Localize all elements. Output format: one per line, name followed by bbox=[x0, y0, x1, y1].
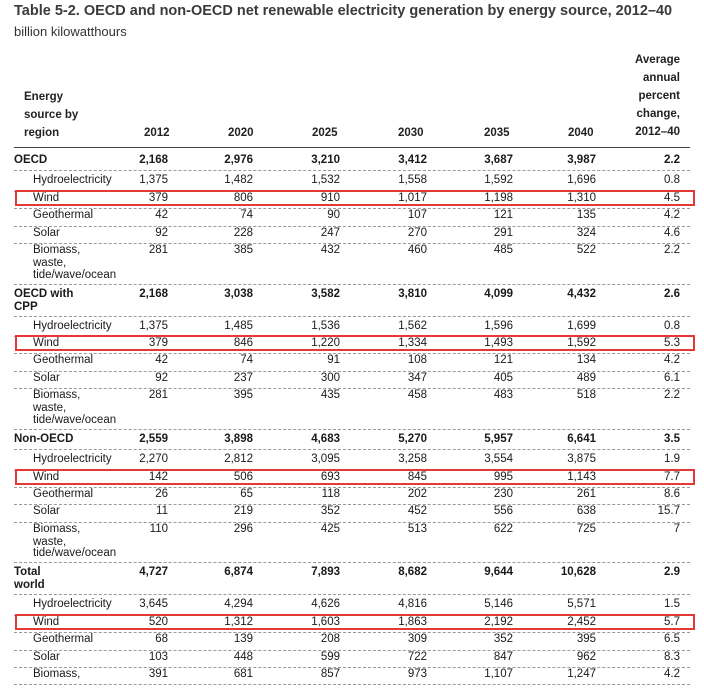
cell-2020: 4,294 bbox=[224, 598, 253, 611]
cell-2030: 722 bbox=[407, 650, 427, 663]
row-label-line: waste, bbox=[33, 535, 67, 548]
cell-2012: 26 bbox=[155, 488, 168, 500]
cell-2030: 3,810 bbox=[398, 287, 427, 300]
cell-2025: 432 bbox=[320, 244, 340, 256]
row-label-line: Geothermal bbox=[33, 488, 94, 500]
cell-avg-change: 2.2 bbox=[664, 389, 680, 402]
wind-row-highlight bbox=[15, 190, 695, 206]
table-row bbox=[14, 226, 690, 243]
cell-2020: 228 bbox=[233, 226, 253, 239]
cell-2030: 8,682 bbox=[398, 566, 427, 579]
cell-2025: 1,536 bbox=[311, 319, 340, 332]
cell-2040: 6,641 bbox=[567, 432, 596, 445]
row-label bbox=[33, 650, 60, 665]
table-row bbox=[14, 632, 690, 649]
cell-avg-change: 1.9 bbox=[664, 453, 680, 466]
col-head-source: Energy source by region bbox=[24, 91, 79, 139]
row-label bbox=[33, 667, 80, 682]
group-row bbox=[14, 432, 690, 449]
cell-2020: 681 bbox=[233, 668, 253, 680]
wind-row-highlight bbox=[15, 335, 695, 351]
col-head-2040: 2040 bbox=[568, 127, 594, 139]
cell-2012: 4,727 bbox=[139, 566, 168, 579]
cell-2025: 3,210 bbox=[311, 154, 340, 166]
cell-2020: 2,812 bbox=[224, 453, 253, 466]
cell-2040: 522 bbox=[576, 244, 596, 256]
cell-2040: 134 bbox=[576, 354, 596, 367]
cell-2030: 347 bbox=[407, 371, 427, 384]
row-label-line: Hydroelectricity bbox=[33, 319, 112, 332]
cell-2030: 5,270 bbox=[398, 432, 427, 445]
row-label-line: Solar bbox=[33, 371, 60, 384]
row-label bbox=[14, 432, 73, 447]
cell-2020: 1,482 bbox=[224, 174, 253, 187]
cell-2012: 391 bbox=[148, 668, 168, 680]
cell-2025: 1,220 bbox=[311, 337, 340, 349]
cell-2012: 3,645 bbox=[139, 598, 168, 611]
cell-2040: 1,247 bbox=[567, 668, 596, 680]
cell-2035: 995 bbox=[493, 470, 513, 483]
table-row bbox=[14, 504, 690, 521]
row-label bbox=[33, 226, 60, 241]
row-label-line: OECD bbox=[14, 154, 48, 166]
cell-2012: 110 bbox=[149, 522, 168, 535]
cell-2025: 599 bbox=[320, 650, 340, 663]
row-label-line: Solar bbox=[33, 505, 60, 518]
table-row bbox=[14, 650, 690, 667]
table-row bbox=[14, 597, 690, 614]
row-label-line: Biomass, bbox=[33, 668, 81, 680]
row-label bbox=[33, 208, 93, 223]
row-label-line: Solar bbox=[33, 226, 60, 239]
cell-2035: 485 bbox=[493, 244, 513, 256]
cell-2025: 208 bbox=[320, 633, 340, 646]
cell-2030: 309 bbox=[407, 633, 427, 646]
cell-2040: 395 bbox=[576, 633, 596, 646]
row-separator bbox=[14, 562, 690, 563]
cell-avg-change: 2.9 bbox=[664, 566, 680, 579]
cell-2035: 1,493 bbox=[484, 337, 513, 349]
row-label-line: tide/wave/ocean bbox=[33, 547, 117, 560]
cell-2012: 11 bbox=[156, 505, 168, 518]
table-row bbox=[14, 522, 690, 563]
cell-2040: 962 bbox=[576, 650, 596, 663]
row-label bbox=[33, 632, 93, 647]
cell-2040: 3,987 bbox=[567, 154, 596, 166]
cell-avg-change: 4.6 bbox=[664, 226, 680, 239]
cell-2040: 1,592 bbox=[567, 337, 596, 349]
table-row bbox=[14, 243, 690, 284]
row-label-line: Non-OECD bbox=[14, 432, 74, 445]
cell-2020: 395 bbox=[233, 389, 253, 402]
header-rule bbox=[14, 147, 690, 148]
cell-2012: 520 bbox=[148, 615, 168, 628]
cell-2035: 3,687 bbox=[484, 154, 513, 166]
cell-2012: 281 bbox=[148, 389, 168, 402]
table-row bbox=[14, 667, 690, 684]
row-label-line: Biomass, bbox=[33, 244, 81, 256]
row-label-line: Biomass, bbox=[33, 389, 81, 402]
cell-2040: 489 bbox=[576, 371, 596, 384]
cell-2012: 379 bbox=[148, 191, 168, 204]
cell-2025: 435 bbox=[320, 389, 340, 402]
cell-2025: 4,683 bbox=[311, 432, 340, 445]
cell-2035: 4,099 bbox=[484, 287, 513, 300]
cell-avg-change: 2.2 bbox=[664, 244, 680, 256]
cell-2025: 91 bbox=[327, 354, 340, 367]
cell-2012: 2,168 bbox=[139, 154, 168, 166]
cell-2012: 42 bbox=[155, 209, 168, 222]
cell-2035: 3,554 bbox=[484, 453, 513, 466]
cell-2040: 324 bbox=[576, 226, 596, 239]
cell-avg-change: 4.2 bbox=[664, 668, 680, 680]
cell-avg-change: 8.3 bbox=[664, 650, 680, 663]
cell-2025: 693 bbox=[320, 470, 340, 483]
cell-2020: 3,038 bbox=[224, 287, 253, 300]
cell-avg-change: 4.2 bbox=[664, 354, 680, 367]
table-row bbox=[14, 173, 690, 190]
cell-2040: 5,571 bbox=[567, 598, 596, 611]
table-title: Table 5-2. OECD and non-OECD net renewable electricity generation by energy source, 2012–40 bbox=[14, 3, 673, 19]
row-label-line: Wind bbox=[33, 191, 60, 204]
cell-2025: 90 bbox=[327, 209, 340, 222]
group-row bbox=[14, 287, 690, 316]
cell-avg-change: 0.8 bbox=[664, 174, 680, 187]
cell-2030: 107 bbox=[407, 209, 427, 222]
cell-2012: 92 bbox=[155, 371, 168, 384]
col-head-avg-change: Average annual percent change, 2012–40 bbox=[635, 54, 680, 138]
row-separator bbox=[14, 170, 690, 171]
cell-2030: 458 bbox=[407, 389, 427, 402]
cell-2025: 910 bbox=[320, 191, 340, 204]
cell-2040: 1,699 bbox=[567, 319, 596, 332]
cell-2040: 2,452 bbox=[567, 615, 596, 628]
table-row bbox=[14, 388, 690, 429]
row-label bbox=[33, 371, 60, 386]
cell-2012: 2,270 bbox=[139, 453, 168, 466]
cell-2035: 121 bbox=[493, 354, 513, 367]
row-separator bbox=[14, 449, 690, 450]
cell-2035: 291 bbox=[493, 226, 513, 239]
row-label bbox=[33, 487, 93, 502]
cell-2025: 3,582 bbox=[311, 287, 340, 300]
col-head-2025: 2025 bbox=[312, 127, 338, 139]
cell-avg-change: 5.7 bbox=[664, 615, 680, 628]
cell-2030: 973 bbox=[407, 668, 427, 680]
cell-2012: 92 bbox=[155, 226, 168, 239]
cell-2040: 10,628 bbox=[560, 566, 596, 579]
row-label-line: tide/wave/ocean bbox=[33, 413, 117, 426]
row-label-line: Hydroelectricity bbox=[33, 598, 112, 611]
wind-row-highlight bbox=[15, 614, 695, 630]
wind-row-highlight bbox=[15, 469, 695, 485]
table-row bbox=[14, 487, 690, 504]
cell-2030: 452 bbox=[407, 505, 427, 518]
cell-avg-change: 1.5 bbox=[664, 598, 680, 611]
cell-avg-change: 7 bbox=[673, 522, 680, 535]
cell-2030: 1,017 bbox=[398, 191, 427, 204]
cell-avg-change: 15.7 bbox=[657, 505, 680, 518]
row-label-line: Hydroelectricity bbox=[33, 174, 112, 187]
cell-2035: 230 bbox=[493, 488, 513, 500]
cell-2030: 845 bbox=[407, 470, 427, 483]
cell-avg-change: 2.2 bbox=[664, 154, 680, 166]
cell-2040: 135 bbox=[576, 209, 596, 222]
cell-2035: 847 bbox=[493, 650, 513, 663]
row-label bbox=[33, 504, 60, 519]
cell-2040: 1,696 bbox=[567, 174, 596, 187]
cell-2035: 1,596 bbox=[484, 319, 513, 332]
table-row bbox=[14, 208, 690, 225]
cell-2035: 1,198 bbox=[484, 191, 513, 204]
cell-2020: 139 bbox=[233, 633, 253, 646]
table-unit-subtitle: billion kilowatthours bbox=[14, 24, 127, 39]
cell-2025: 352 bbox=[320, 505, 340, 518]
cell-2040: 261 bbox=[576, 488, 596, 500]
cell-2012: 68 bbox=[155, 633, 168, 646]
cell-2035: 1,107 bbox=[484, 668, 513, 680]
cell-2030: 202 bbox=[407, 488, 427, 500]
row-label-line: world bbox=[14, 579, 45, 592]
cell-2035: 5,146 bbox=[484, 598, 513, 611]
cell-avg-change: 8.6 bbox=[664, 488, 680, 500]
cell-2025: 1,532 bbox=[311, 174, 340, 187]
cell-2030: 3,412 bbox=[398, 154, 427, 166]
cell-2035: 5,957 bbox=[484, 432, 513, 445]
row-label-line: tide/wave/ocean bbox=[33, 268, 117, 281]
row-label-line: Geothermal bbox=[33, 209, 94, 222]
cell-2012: 103 bbox=[148, 650, 168, 663]
cell-2025: 1,603 bbox=[311, 615, 340, 628]
row-label-line: Geothermal bbox=[33, 354, 94, 367]
cell-2030: 270 bbox=[407, 226, 427, 239]
row-label-line: Wind bbox=[33, 337, 60, 349]
row-label-line: Wind bbox=[33, 470, 60, 483]
cell-2020: 3,898 bbox=[224, 432, 253, 445]
cell-2012: 1,375 bbox=[139, 319, 168, 332]
row-label bbox=[33, 353, 93, 368]
cell-avg-change: 4.5 bbox=[664, 191, 680, 204]
cell-2035: 483 bbox=[493, 389, 513, 402]
row-label-line: Geothermal bbox=[33, 633, 94, 646]
cell-2025: 247 bbox=[320, 226, 340, 239]
row-separator bbox=[14, 429, 690, 430]
cell-2020: 65 bbox=[240, 488, 253, 500]
cell-2025: 425 bbox=[320, 522, 340, 535]
row-label-line: waste, bbox=[33, 402, 67, 415]
cell-2030: 4,816 bbox=[398, 598, 427, 611]
cell-2012: 2,559 bbox=[139, 432, 168, 445]
cell-avg-change: 0.8 bbox=[664, 319, 680, 332]
cell-2025: 7,893 bbox=[311, 566, 340, 579]
cell-2025: 857 bbox=[320, 668, 340, 680]
cell-2035: 9,644 bbox=[484, 566, 513, 579]
cell-2035: 352 bbox=[493, 633, 513, 646]
cell-2012: 2,168 bbox=[139, 287, 168, 300]
cell-2020: 506 bbox=[233, 470, 253, 483]
cell-2035: 2,192 bbox=[484, 615, 513, 628]
cell-2025: 118 bbox=[321, 488, 340, 500]
cell-2020: 296 bbox=[233, 522, 253, 535]
row-separator bbox=[14, 594, 690, 595]
cell-2025: 3,095 bbox=[311, 453, 340, 466]
cell-2030: 1,334 bbox=[398, 337, 427, 349]
cell-avg-change: 3.5 bbox=[664, 432, 680, 445]
cell-2035: 121 bbox=[493, 209, 513, 222]
cell-2030: 1,863 bbox=[398, 615, 427, 628]
cell-2020: 806 bbox=[233, 191, 253, 204]
cell-2030: 108 bbox=[407, 354, 427, 367]
cell-2020: 846 bbox=[233, 337, 253, 349]
cell-2040: 4,432 bbox=[567, 287, 596, 300]
row-label-line: waste, bbox=[33, 257, 67, 269]
cell-2030: 513 bbox=[407, 522, 427, 535]
cell-2040: 3,875 bbox=[567, 453, 596, 466]
row-label-line: Wind bbox=[33, 615, 60, 628]
cell-2020: 6,874 bbox=[224, 566, 253, 579]
cell-2040: 638 bbox=[576, 505, 596, 518]
row-label-line: CPP bbox=[14, 300, 38, 313]
cell-avg-change: 7.7 bbox=[664, 470, 680, 483]
cell-2012: 142 bbox=[148, 470, 168, 483]
cell-2020: 74 bbox=[240, 209, 253, 222]
cell-avg-change: 5.3 bbox=[664, 337, 680, 349]
col-head-2012: 2012 bbox=[144, 127, 170, 139]
cell-2040: 1,310 bbox=[567, 191, 596, 204]
cell-2035: 1,592 bbox=[484, 174, 513, 187]
row-label-line: Total bbox=[14, 566, 41, 579]
row-separator bbox=[14, 684, 690, 685]
row-separator bbox=[14, 316, 690, 317]
table-row bbox=[14, 371, 690, 388]
row-label bbox=[14, 565, 45, 592]
table-row bbox=[14, 353, 690, 370]
cell-2020: 1,312 bbox=[224, 615, 253, 628]
row-label bbox=[14, 287, 73, 314]
cell-2025: 300 bbox=[320, 371, 340, 384]
cell-2030: 460 bbox=[407, 244, 427, 256]
row-label-line: Biomass, bbox=[33, 522, 81, 535]
row-label bbox=[14, 153, 47, 168]
row-label-line: Solar bbox=[33, 650, 60, 663]
group-row bbox=[14, 153, 690, 170]
cell-2012: 42 bbox=[155, 354, 168, 367]
table-row bbox=[14, 319, 690, 336]
cell-2020: 448 bbox=[233, 650, 253, 663]
row-label-line: Hydroelectricity bbox=[33, 453, 112, 466]
cell-2020: 2,976 bbox=[224, 154, 253, 166]
cell-2035: 405 bbox=[493, 371, 513, 384]
row-label-line: OECD with bbox=[14, 287, 74, 300]
cell-2030: 1,558 bbox=[398, 174, 427, 187]
cell-2025: 4,626 bbox=[311, 598, 340, 611]
cell-2030: 3,258 bbox=[398, 453, 427, 466]
col-head-2020: 2020 bbox=[228, 127, 254, 139]
cell-2040: 1,143 bbox=[567, 470, 596, 483]
group-row bbox=[14, 565, 690, 594]
cell-2020: 74 bbox=[240, 354, 253, 367]
col-head-2035: 2035 bbox=[484, 127, 510, 139]
row-separator bbox=[14, 284, 690, 285]
cell-2012: 1,375 bbox=[139, 174, 168, 187]
cell-avg-change: 4.2 bbox=[664, 209, 680, 222]
table-row bbox=[14, 452, 690, 469]
cell-2012: 379 bbox=[148, 337, 168, 349]
cell-2040: 725 bbox=[576, 522, 596, 535]
cell-2035: 622 bbox=[493, 522, 513, 535]
cell-2035: 556 bbox=[493, 505, 513, 518]
cell-avg-change: 6.1 bbox=[664, 371, 680, 384]
cell-2040: 518 bbox=[576, 389, 596, 402]
cell-2020: 385 bbox=[233, 244, 253, 256]
cell-2020: 1,485 bbox=[224, 319, 253, 332]
cell-avg-change: 6.5 bbox=[664, 633, 680, 646]
cell-2020: 219 bbox=[233, 505, 253, 518]
cell-2012: 281 bbox=[148, 244, 168, 256]
col-head-2030: 2030 bbox=[398, 127, 424, 139]
cell-2030: 1,562 bbox=[398, 319, 427, 332]
cell-2020: 237 bbox=[233, 371, 253, 384]
cell-avg-change: 2.6 bbox=[664, 287, 680, 300]
